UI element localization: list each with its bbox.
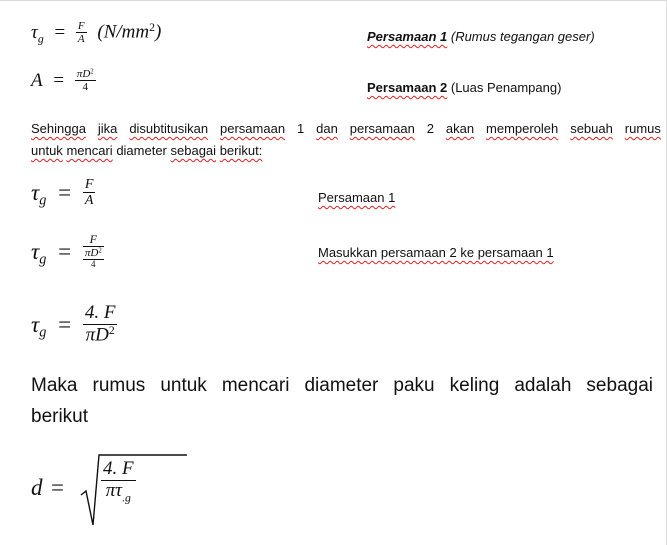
conclusion-line-1: Maka rumus untuk mencari diameter paku keling adalah sebagai — [31, 375, 653, 396]
paragraph-line-1: Sehingga jika disubtitusikan persamaan 1 dan persamaan 2 akan memperoleh sebuah rumus — [31, 121, 661, 136]
label-rest: (Luas Penampang) — [450, 80, 562, 95]
conclusion-line-2: berikut — [31, 406, 89, 427]
fraction-4f-over-pid2 — [83, 303, 118, 346]
inner-numerator: $\pi D^2$ — [84, 247, 102, 260]
denominator: A — [77, 33, 85, 46]
equals-sign: = — [58, 179, 72, 205]
unit: $(N/mm^2)$ — [97, 21, 162, 43]
fraction-f-over-a — [83, 177, 96, 209]
equation-tau-4f-over-pid2 — [31, 303, 117, 346]
equation-1-label — [367, 29, 595, 44]
equals-sign: = — [54, 21, 66, 43]
tau-symbol: τ — [31, 311, 40, 337]
inner-fraction — [83, 247, 104, 270]
equation-substituted — [31, 233, 104, 270]
inner-denominator: 4 — [91, 259, 96, 270]
numerator: 4. F — [103, 458, 134, 479]
subscript-g: g — [39, 192, 47, 209]
numerator: F — [89, 232, 97, 246]
numerator: F — [77, 20, 85, 32]
equals-sign: = — [58, 238, 72, 264]
denominator: $\pi D^2$ — [85, 323, 115, 346]
equation-shear-stress — [31, 20, 161, 46]
page-top-border — [0, 0, 667, 1]
denominator: 4 — [82, 81, 89, 94]
numerator: $\pi D^2$ — [76, 68, 94, 80]
equals-sign: = — [53, 69, 65, 91]
paragraph-line-2: untuk mencari diameter sebagai berikut: — [31, 143, 263, 158]
fraction-f-over-a — [76, 20, 87, 45]
fraction-under-root — [101, 459, 136, 505]
subscript-g: g — [37, 32, 44, 46]
label-bold: Persamaan 1 — [367, 29, 448, 44]
conclusion-text — [31, 370, 653, 432]
tau-symbol: τ — [31, 179, 40, 205]
equation-3-label: Persamaan 1 — [318, 190, 396, 205]
fraction-pi-d2-over-4 — [75, 68, 96, 93]
equation-tau-f-over-a — [31, 177, 95, 210]
equation-4-label: Masukkan persamaan 2 ke persamaan 1 — [318, 245, 554, 260]
subscript-g: g — [39, 251, 47, 268]
numerator: F — [84, 177, 94, 192]
denominator: $\pi\tau_{.g}$ — [105, 479, 131, 505]
denominator: A — [84, 193, 94, 209]
label-italic: (Rumus tegangan geser) — [450, 29, 595, 44]
numerator: 4. F — [84, 302, 116, 323]
diameter-symbol: d — [31, 475, 43, 500]
subscript-g: g — [39, 324, 47, 341]
tau-symbol: τ — [31, 21, 38, 43]
intro-paragraph — [31, 118, 661, 162]
tau-symbol: τ — [31, 238, 40, 264]
equals-sign: = — [58, 311, 72, 337]
compound-fraction — [83, 233, 104, 270]
equation-2-label — [367, 80, 561, 95]
equals-sign: = — [51, 475, 64, 500]
label-bold: Persamaan 2 — [367, 80, 448, 95]
equation-area — [31, 68, 96, 93]
area-symbol: A — [31, 69, 43, 91]
